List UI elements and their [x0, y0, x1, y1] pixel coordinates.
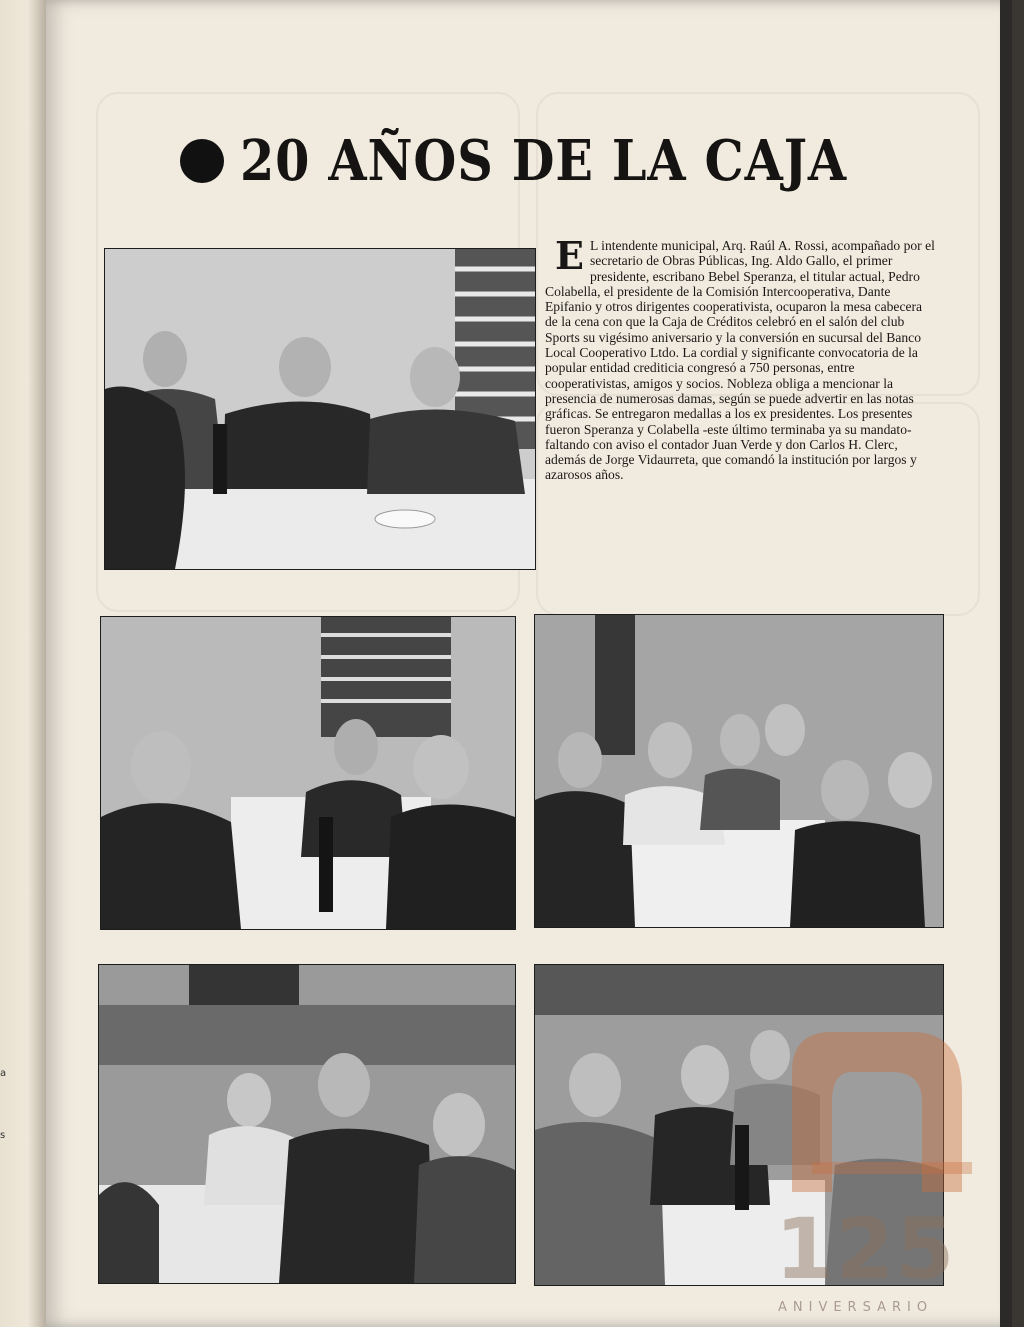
bullet-icon [180, 139, 224, 183]
page-edge [1000, 0, 1012, 1327]
drop-cap: E [555, 233, 584, 278]
binding-mark: a [0, 1068, 7, 1079]
headline [180, 126, 930, 196]
anniversary-label: ANIVERSARIO [778, 1300, 934, 1315]
binding-mark: s [0, 1130, 6, 1141]
photo-dinner-hall-1 [98, 964, 516, 1284]
anniversary-logo-icon [772, 1012, 992, 1212]
photo-head-table [104, 248, 536, 570]
article-body [545, 233, 935, 483]
article-text: L intendente municipal, Arq. Raúl A. Rossi, acompañado por el secretario de Obras Públicas, Ing. Aldo Gallo, el primer presidente, escribano Bebel Speranza, el titular actual, Pedro Colabella, el presidente de la Comisión Intercooperativa, Dante Epifanio y otros dirigentes cooperativista, ocuparon la mesa cabecera de la cena con que la Caja de Créditos celebró en el salón del club Sports su vigésimo aniversario y la conversión en sucursal del Banco Local Cooperativo Ltdo. La cordial y significante convocatoria de la popular entidad crediticia congresó a 750 personas, entre cooperativistas, amigos y socios. Nobleza obliga a mencionar la presencia de numerosas damas, según se puede advertir en las notas gráficas. Se entregaron medallas a los ex presidentes. Los presentes fueron Speranza y Colabella -este último terminaba ya su mandato- faltando con aviso el contador Juan Verde y don Carlos H. Clerc, además de Jorge Vidaurreta, que comandó la institución por largos y azarosos años. [545, 238, 935, 483]
photo-dinner-guests-1 [100, 616, 516, 930]
binding-strip [0, 0, 46, 1327]
page-title: 20 AÑOS DE LA CAJA [240, 128, 848, 194]
anniversary-number: 125 [775, 1200, 957, 1298]
photo-dinner-guests-2 [534, 614, 944, 928]
